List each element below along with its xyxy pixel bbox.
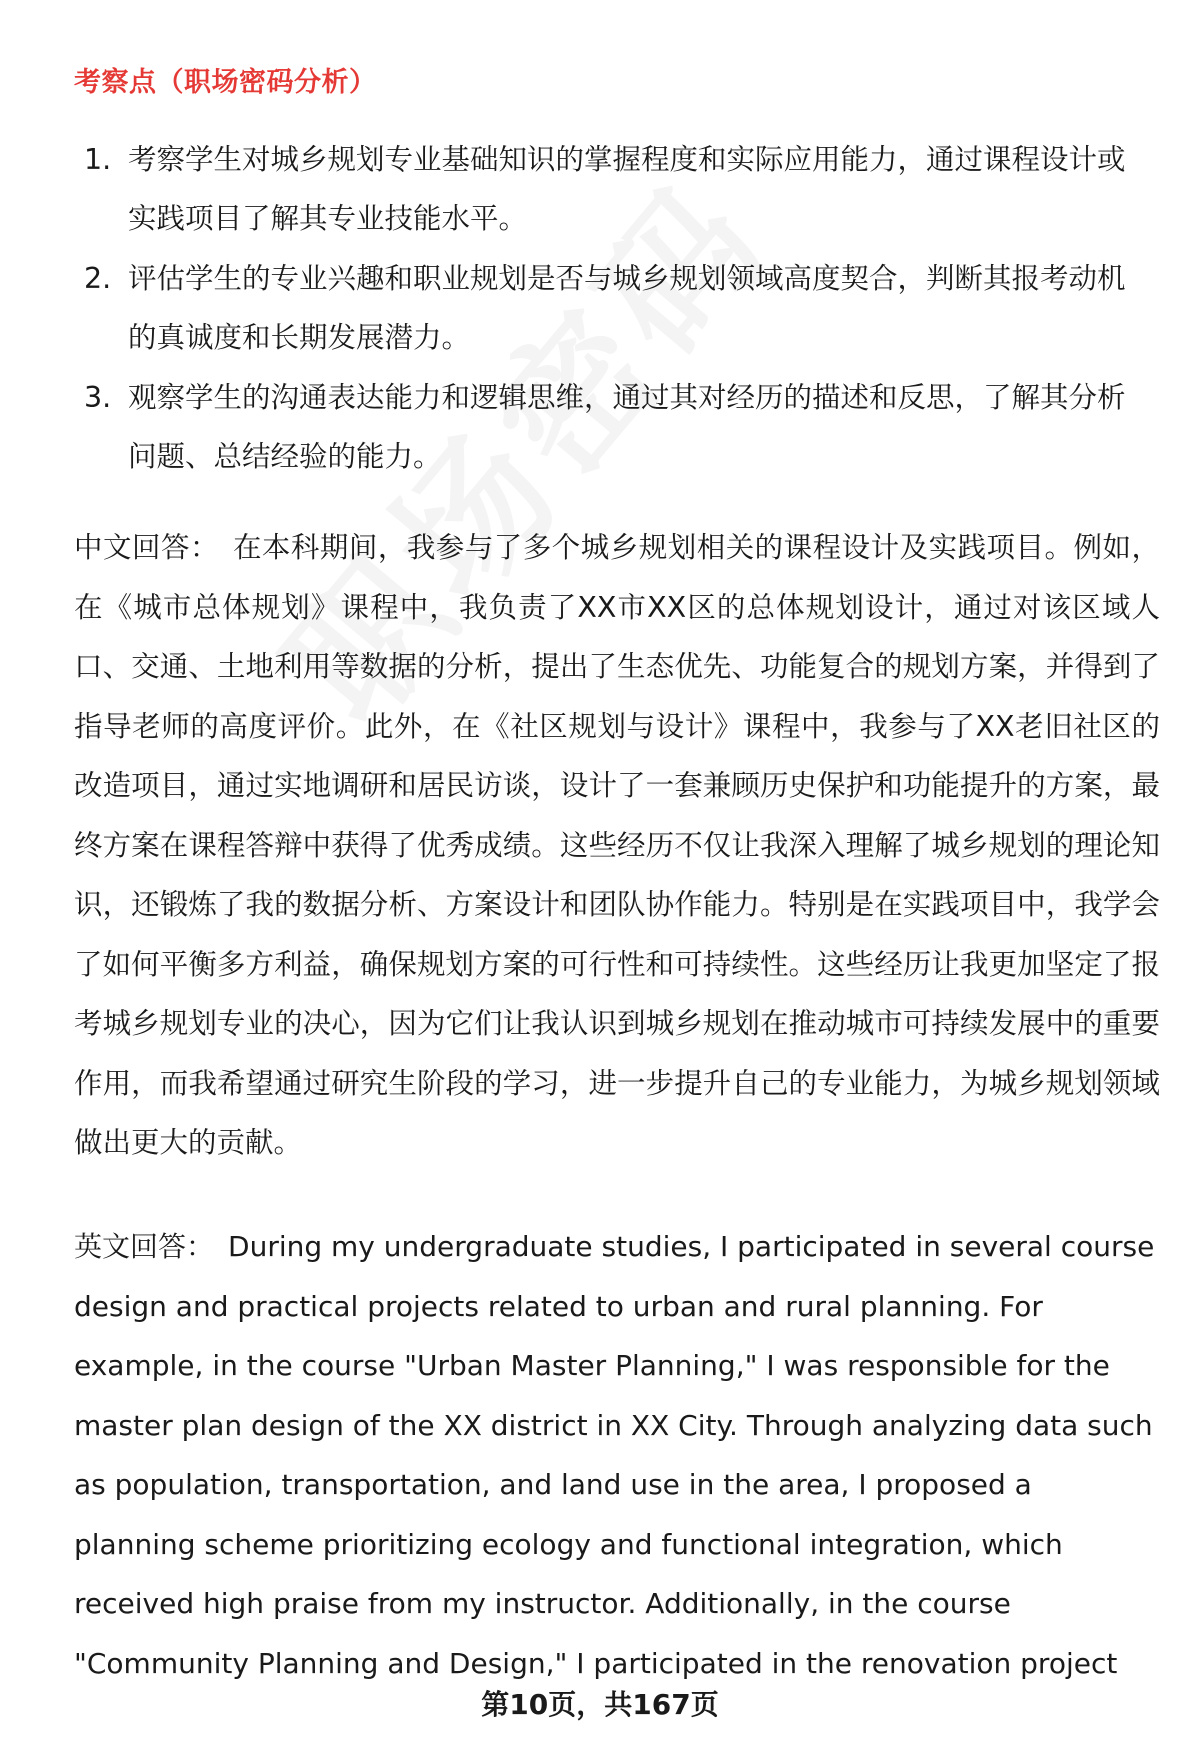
list-item-text: 观察学生的沟通表达能力和逻辑思维，通过其对经历的描述和反思，了解其分析问题、总结经验的能力。: [128, 381, 1126, 473]
chinese-answer-paragraph: [74, 518, 1160, 1173]
list-item: [74, 249, 1144, 367]
list-item-text: 考察学生对城乡规划专业基础知识的掌握程度和实际应用能力，通过课程设计或实践项目了解其专业技能水平。: [128, 143, 1126, 235]
chinese-answer-label: 中文回答：: [74, 531, 219, 564]
english-answer-text: During my undergraduate studies, I participated in several course design and practical projects related to urban and rural planning. For example, in the course "Urban Master Planning," I was responsible for the master plan design of the XX district in XX City. Through analyzing data such as population, transportation, and land use in the area, I proposed a planning scheme prioritizing ecology and functional integration, which received high praise from my instructor. Additionally, in the course "Community Planning and Design," I participated in the renovation project: [74, 1230, 1155, 1680]
section-title: 考察点（职场密码分析）: [74, 67, 377, 98]
english-answer-paragraph: [74, 1217, 1160, 1693]
list-item: [74, 130, 1144, 248]
list-item-number: 1.: [84, 143, 112, 176]
list-item-number: 3.: [84, 381, 112, 414]
chinese-answer-text: 在本科期间，我参与了多个城乡规划相关的课程设计及实践项目。例如，在《城市总体规划》课程中，我负责了XX市XX区的总体规划设计，通过对该区域人口、交通、土地利用等数据的分析，提出了生态优先、功能复合的规划方案，并得到了指导老师的高度评价。此外，在《社区规划与设计》课程中，我参与了XX老旧社区的改造项目，通过实地调研和居民访谈，设计了一套兼顾历史保护和功能提升的方案，最终方案在课程答辩中获得了优秀成绩。这些经历不仅让我深入理解了城乡规划的理论知识，还锻炼了我的数据分析、方案设计和团队协作能力。特别是在实践项目中，我学会了如何平衡多方利益，确保规划方案的可行性和可持续性。这些经历让我更加坚定了报考城乡规划专业的决心，因为它们让我认识到城乡规划在推动城市可持续发展中的重要作用，而我希望通过研究生阶段的学习，进一步提升自己的专业能力，为城乡规划领域做出更大的贡献。: [74, 531, 1160, 1159]
list-item: [74, 368, 1144, 486]
page-number-footer: 第10页，共167页: [481, 1688, 719, 1721]
assessment-points-list: [74, 130, 1144, 487]
english-answer-label: 英文回答：: [74, 1230, 215, 1263]
list-item-number: 2.: [84, 262, 112, 295]
list-item-text: 评估学生的专业兴趣和职业规划是否与城乡规划领域高度契合，判断其报考动机的真诚度和长期发展潜力。: [128, 262, 1126, 354]
